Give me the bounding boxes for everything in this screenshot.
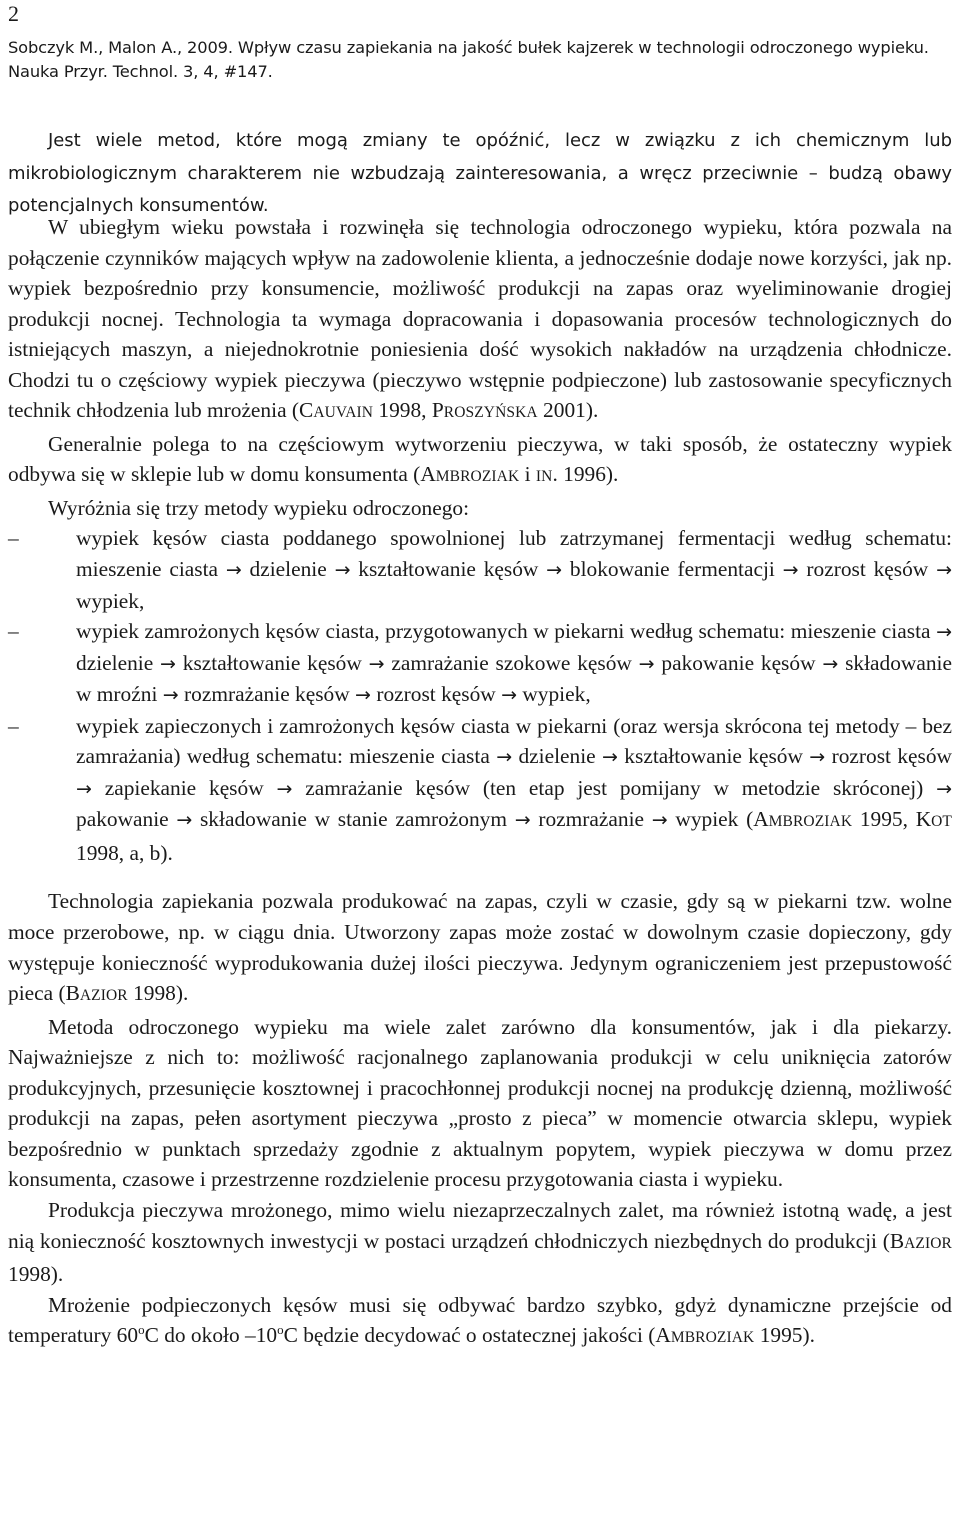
arrow-icon: → [501, 684, 517, 707]
arrow-icon: → [76, 777, 92, 800]
arrow-icon: → [936, 559, 952, 582]
degree-superscript: o [277, 1322, 284, 1338]
intro-paragraph: Jest wiele metod, które mogą zmiany te opóźnić, lecz w związku z ich chemicznym lub mikrobiologicznym charakterem nie wzbudzają zainteresowania, a wręcz przeciwnie – budzą obawy potencjalnych konsumentów. [8, 130, 952, 216]
list-item: – wypiek zapieczonych i zamrożonych kęsów ciasta w piekarni (oraz wersja skrócona tej metody – bez zamrażania) według schematu: mieszenie ciasta → dzielenie → kształtowanie kęsów → rozrost kęsów → zapiekanie kęsów → zamrażanie kęsów (ten etap jest pomijany w metodzie skróconej) → pakowanie → składowanie w stanie zamrożonym → rozmrażanie → wypiek (AMBROZIAK 1995, KOT 1998, a, b). [8, 711, 952, 869]
citation-ambroziak: AMBROZIAK [753, 807, 853, 832]
arrow-icon: → [602, 746, 618, 769]
citation-et-al: IN [535, 468, 553, 486]
arrow-icon: → [936, 621, 952, 644]
citation-line-2: Nauka Przyr. Technol. 3, 4, #147. [8, 62, 273, 81]
citation-kot: KOT [915, 807, 953, 832]
arrow-icon: → [162, 684, 179, 707]
citation-line-1: Sobczyk M., Malon A., 2009. Wpływ czasu zapiekania na jakość bułek kajzerek w technologii odroczonego wypieku. [8, 38, 929, 57]
paragraph-baking-technology: Technologia zapiekania pozwala produkować na zapas, czyli w czasie, gdy są w piekarni tzw. wolne moce przerobowe, np. w ciągu dnia. Utworzony zapas może zostać w dowolnym czasie dopieczony, gdy występuje konieczność wyprodukowania dużej ilości pieczywa. Jedynym ograniczeniem jest przepustowość pieca (BAZIOR 1998). [8, 889, 952, 1006]
citation-cauvain: CAUVAIN [299, 398, 374, 423]
paragraph-advantages: Metoda odroczonego wypieku ma wiele zalet zarówno dla konsumentów, jak i dla piekarzy. Najważniejsze z nich to: możliwość racjonalnego zaplanowania produkcji w celu uniknięcia zatorów produkcyjnych, przesunięcie kosztownej i pracochłonnej produkcji nocnej na produkcję dzienną, możliwość produkcji na zapas, pełen asortyment pieczywa „prosto z pieca” w momencie otwarcia sklepu, wypiek bezpośrednio w punktach sprzedaży zgodnie z aktualnym popytem, wypiek pieczywa w domu przez konsumenta, czasowe i przestrzenne rozdzielenie procesu przygotowania ciasta i wypieku. [8, 1014, 952, 1192]
paragraph-delayed-baking: W ubiegłym wieku powstała i rozwinęła się technologia odroczonego wypieku, która pozwala na połączenie czynników mających wpływ na zadowolenie klienta, a jednocześnie dodaje nowe korzyści, jak np. wypiek bezpośrednio przy konsumencie, możliwość produkcji na zapas oraz wyeliminowanie drogiej produkcji nocnej. Technologia ta wymaga dopracowania i dopasowania procesów technologicznych do istniejących maszyn, a niejednokrotnie poniesienia dość wysokich nakładów na urządzenia chłodnicze. Chodzi tu o częściowy wypiek pieczywa (pieczywo wstępnie podpieczone) lub zastosowanie specyficznych technik chłodzenia lub mrożenia (CAUVAIN 1998, PROSZYŃSKA 2001). [8, 215, 952, 423]
arrow-icon: → [638, 652, 655, 675]
paragraph-freezing: Mrożenie podpieczonych kęsów musi się odbywać bardzo szybko, gdyż dynamiczne przejście od temperatury 60$^o$C do około –10$^o$C będzie decydować o ostatecznej jakości (AMBROZIAK 1995). [8, 1292, 952, 1348]
arrow-icon: → [809, 746, 826, 769]
arrow-icon: → [225, 559, 242, 582]
arrow-icon: → [496, 746, 513, 769]
arrow-icon: → [176, 809, 193, 832]
arrow-icon: → [334, 559, 351, 582]
arrow-icon: → [651, 809, 668, 832]
paragraph-text: W ubiegłym wieku powstała i rozwinęła się technologia odroczonego wypieku, która pozwala na połączenie czynników mających wpływ na zadowolenie klienta, a jednocześnie dodaje nowe korzyści, jak np. wypiek bezpośrednio przy konsumencie, możliwość produkcji na zapas oraz wyeliminowanie drogiej produkcji nocnej. Technologia ta wymaga dopracowania i dopasowania procesów technologicznych do istniejących maszyn, a niejednokrotnie poniesienia dość wysokich nakładów na urządzenia chłodnicze. Chodzi tu o częściowy wypiek pieczywa (pieczywo wstępnie podpieczone) lub zastosowanie specyficznych technik chłodzenia lub mrożenia ( [8, 215, 952, 423]
degree-superscript: o [138, 1322, 145, 1338]
arrow-icon: → [936, 777, 952, 800]
page-number: 2 [8, 1, 19, 26]
list-item: – wypiek kęsów ciasta poddanego spowolnionej lub zatrzymanej fermentacji według schematu: mieszenie ciasta → dzielenie → kształtowanie kęsów → blokowanie fermentacji → rozrost kęsów → wypiek, [8, 523, 952, 616]
arrow-icon: → [368, 652, 385, 675]
paragraph-frozen-production: Produkcja pieczywa mrożonego, mimo wielu niezaprzeczalnych zalet, ma również istotną wadę, a jest nią konieczność kosztownych inwestycji w postaci urządzeń chłodniczych niezbędnych do produkcji (BAZIOR 1998). [8, 1197, 952, 1287]
citation-ambroziak: AMBROZIAK [655, 1323, 755, 1348]
arrow-icon: → [514, 809, 531, 832]
citation-proszynska: PROSZYŃSKA [431, 398, 538, 423]
intro-paragraph-block [8, 125, 952, 223]
arrow-icon: → [546, 559, 563, 582]
section-gap [8, 868, 952, 886]
citation-bazior: BAZIOR [65, 981, 128, 1006]
paragraph-partial-production: Generalnie polega to na częściowym wytworzeniu pieczywa, w taki sposób, że ostateczny wypiek odbywa się w sklepie lub w domu konsumenta (AMBROZIAK i IN. 1996). [8, 431, 952, 487]
arrow-icon: → [355, 684, 371, 707]
arrow-icon: → [782, 559, 799, 582]
paragraph-three-methods: Wyróżnia się trzy metody wypieku odroczonego: [48, 495, 470, 520]
citation-bazior: BAZIOR [889, 1228, 952, 1253]
arrow-icon: → [276, 777, 293, 800]
body-text [8, 212, 952, 1354]
arrow-icon: → [160, 652, 176, 675]
citation-header [8, 36, 952, 84]
citation-ambroziak: AMBROZIAK [420, 462, 520, 487]
methods-list [8, 523, 952, 868]
arrow-icon: → [822, 652, 839, 675]
list-item: – wypiek zamrożonych kęsów ciasta, przygotowanych w piekarni według schematu: mieszenie ciasta → dzielenie → kształtowanie kęsów → zamrażanie szokowe kęsów → pakowanie kęsów → składowanie w mroźni → rozmrażanie kęsów → rozrost kęsów → wypiek, [8, 616, 952, 711]
